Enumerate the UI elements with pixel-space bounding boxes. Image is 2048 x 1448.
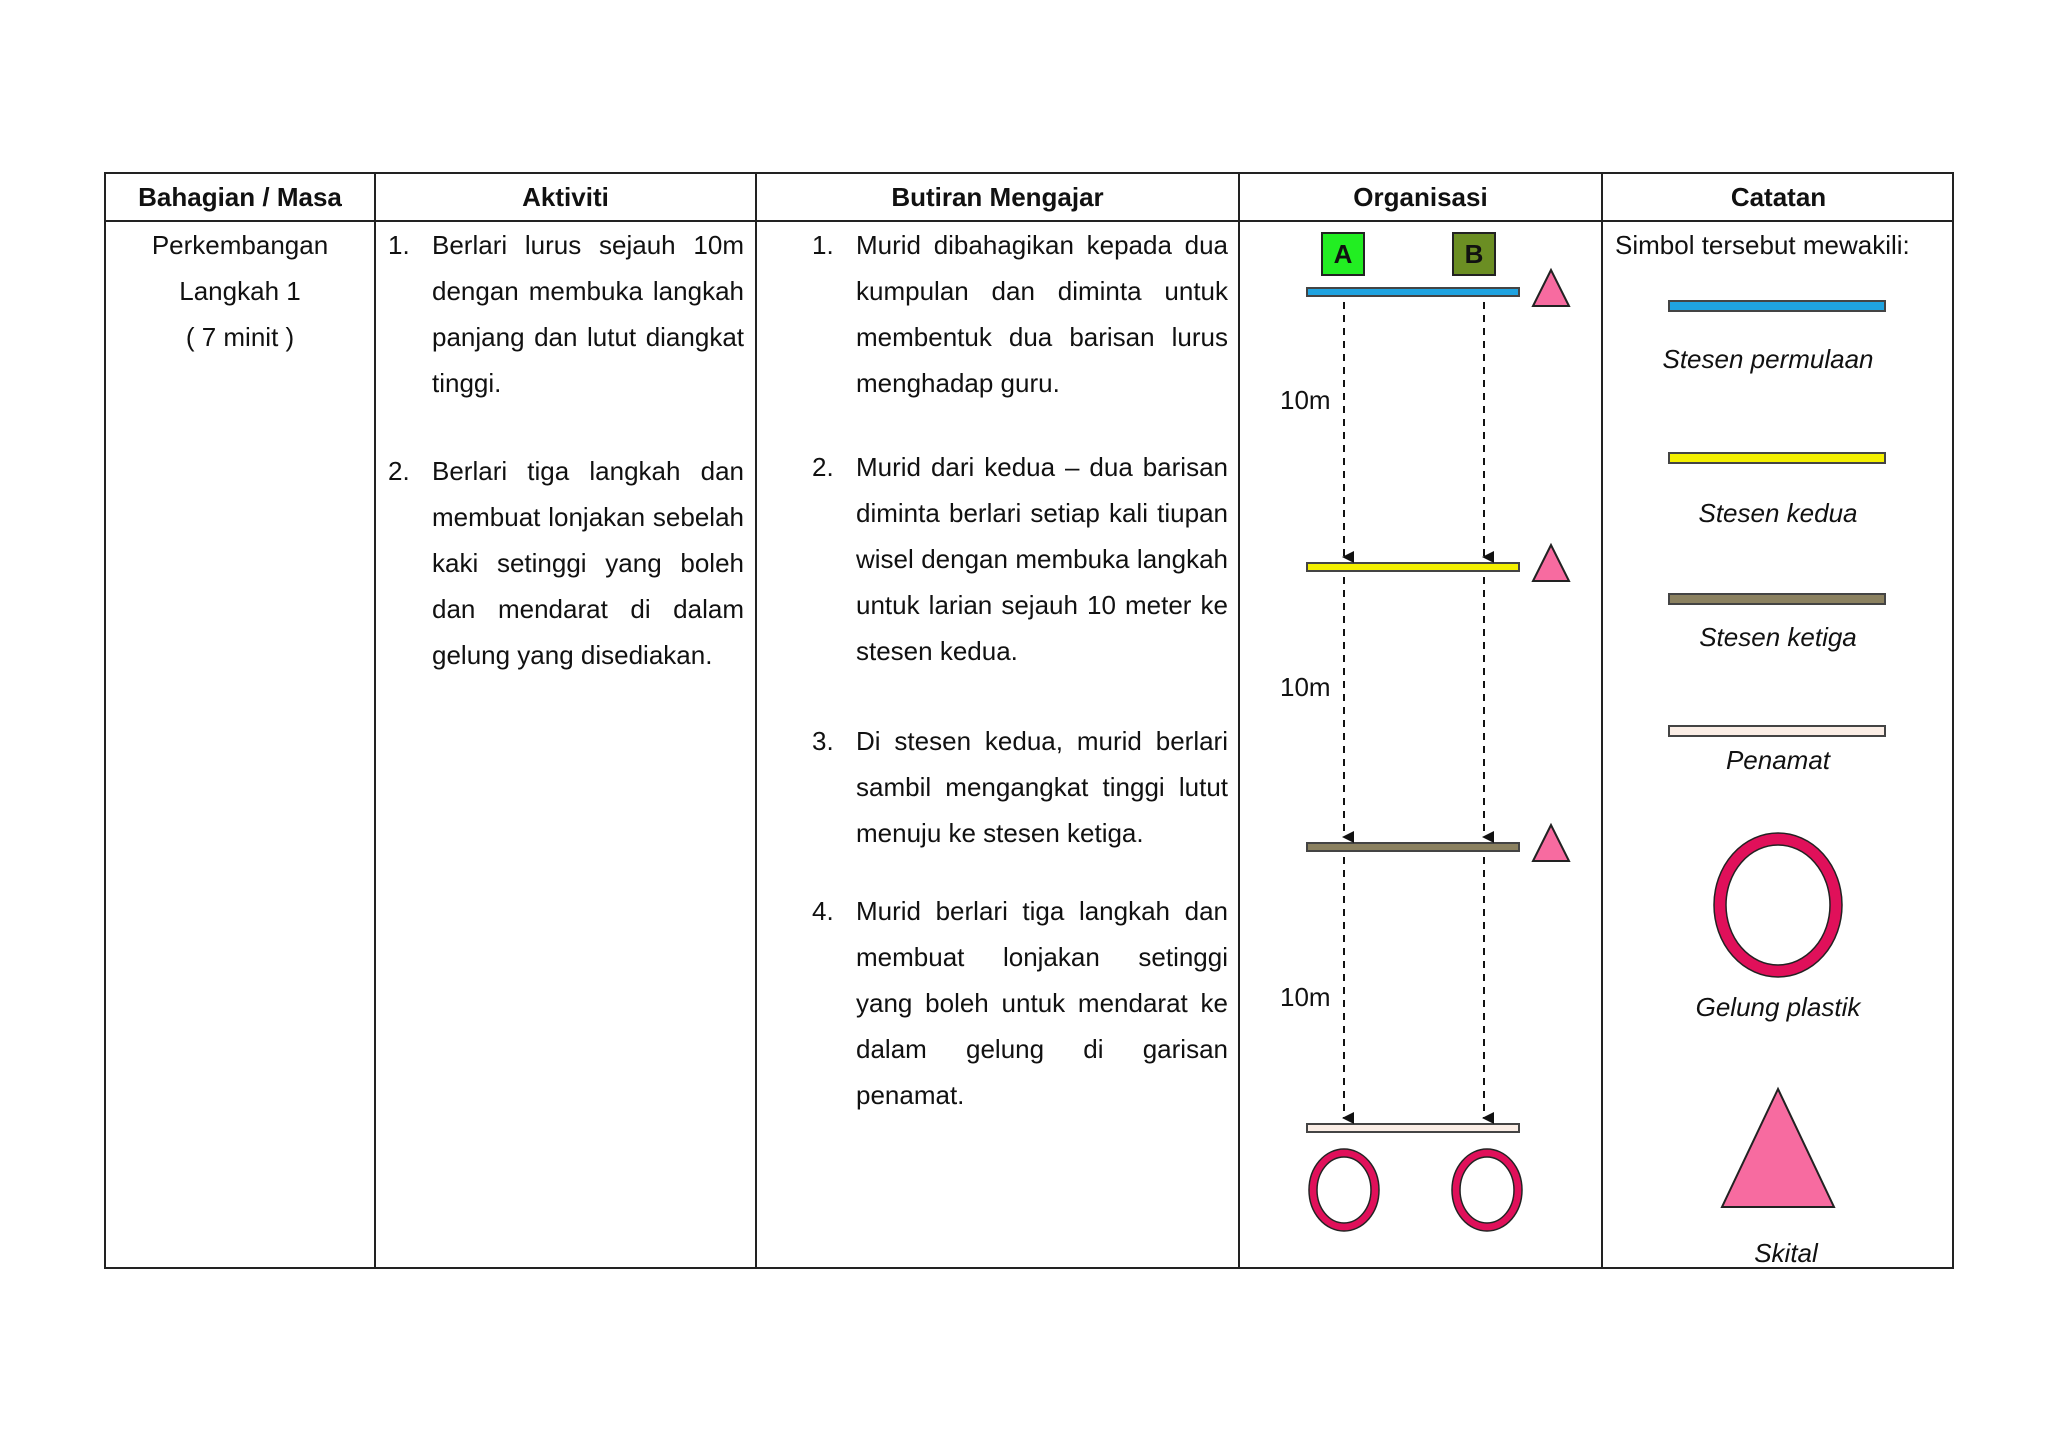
item-text: Di stesen kedua, murid berlari sambil mengangkat tinggi lutut menuju ke stesen ketiga. <box>856 726 1228 848</box>
aktiviti-cell <box>388 222 744 678</box>
header-butiran: Butiran Mengajar <box>891 181 1104 212</box>
catatan-intro: Simbol tersebut mewakili: <box>1615 230 1910 260</box>
butiran-item <box>812 444 1228 674</box>
lesson-table <box>104 172 1954 1269</box>
cone-icon <box>1722 1089 1834 1207</box>
butiran-item <box>812 222 1228 406</box>
bahagian-cell <box>106 222 374 360</box>
organisation-svg <box>1239 220 1599 1240</box>
butiran-cell <box>812 222 1228 1118</box>
station-second-line <box>1307 563 1519 571</box>
item-number: 3. <box>812 726 834 756</box>
item-number: 2. <box>812 452 834 482</box>
group-a-box: A <box>1321 232 1365 276</box>
legend-hoop <box>1700 825 1860 995</box>
distance-label: 10m <box>1280 385 1331 415</box>
header-bahagian: Bahagian / Masa <box>138 181 342 212</box>
legend-label: Gelung plastik <box>1695 992 1861 1022</box>
cone-marker <box>1533 270 1569 306</box>
station-finish-line <box>1307 1124 1519 1132</box>
aktiviti-item <box>388 448 744 678</box>
header-organisasi: Organisasi <box>1353 181 1488 212</box>
distance-label: 10m <box>1280 982 1331 1012</box>
legend-finish-line <box>1668 725 1886 737</box>
distance-label: 10m <box>1280 672 1331 702</box>
aktiviti-item <box>388 222 744 406</box>
cone-marker <box>1533 545 1569 581</box>
column-divider <box>755 174 757 1267</box>
item-number: 1. <box>812 230 834 260</box>
hoop-marker <box>1313 1153 1375 1227</box>
legend-second-line <box>1668 452 1886 464</box>
header-catatan: Catatan <box>1730 181 1827 212</box>
legend-label: Stesen kedua <box>1698 498 1858 528</box>
header-aktiviti: Aktiviti <box>522 181 609 212</box>
item-text: Berlari tiga langkah dan membuat lonjakan sebelah kaki setinggi yang boleh dan mendarat di dalam gelung yang disediakan. <box>432 456 744 670</box>
cone-marker <box>1533 825 1569 861</box>
station-third-line <box>1307 843 1519 851</box>
legend-label: Stesen permulaan <box>1662 344 1874 374</box>
item-text: Murid berlari tiga langkah dan membuat lonjakan setinggi yang boleh untuk mendarat ke dalam gelung di garisan penamat. <box>856 896 1228 1110</box>
bahagian-phase: Perkembangan <box>151 230 329 260</box>
column-divider <box>374 174 376 1267</box>
item-text: Murid dibahagikan kepada dua kumpulan dan diminta untuk membentuk dua barisan lurus menghadap guru. <box>856 230 1228 398</box>
legend-label: Penamat <box>1725 745 1831 775</box>
group-b-box: B <box>1452 232 1496 276</box>
hoop-icon <box>1720 839 1836 971</box>
station-start-line <box>1307 288 1519 296</box>
hoop-marker <box>1456 1153 1518 1227</box>
column-divider <box>1601 174 1603 1267</box>
butiran-item <box>812 888 1228 1118</box>
bahagian-duration: ( 7 minit ) <box>185 322 295 352</box>
bahagian-step: Langkah 1 <box>179 276 301 306</box>
item-text: Berlari lurus sejauh 10m dengan membuka langkah panjang dan lutut diangkat tinggi. <box>432 230 744 398</box>
butiran-item <box>812 718 1228 856</box>
legend-label: Skital <box>1754 1238 1818 1268</box>
legend-label: Stesen ketiga <box>1699 622 1857 652</box>
item-number: 4. <box>812 896 834 926</box>
item-text: Murid dari kedua – dua barisan diminta berlari setiap kali tiupan wisel dengan membuka langkah untuk larian sejauh 10 meter ke stesen kedua. <box>856 452 1228 666</box>
item-number: 1. <box>388 230 410 260</box>
legend-start-line <box>1668 300 1886 312</box>
legend-cone <box>1700 1085 1860 1215</box>
legend-third-line <box>1668 593 1886 605</box>
item-number: 2. <box>388 456 410 486</box>
organisation-diagram <box>1239 220 1599 1240</box>
